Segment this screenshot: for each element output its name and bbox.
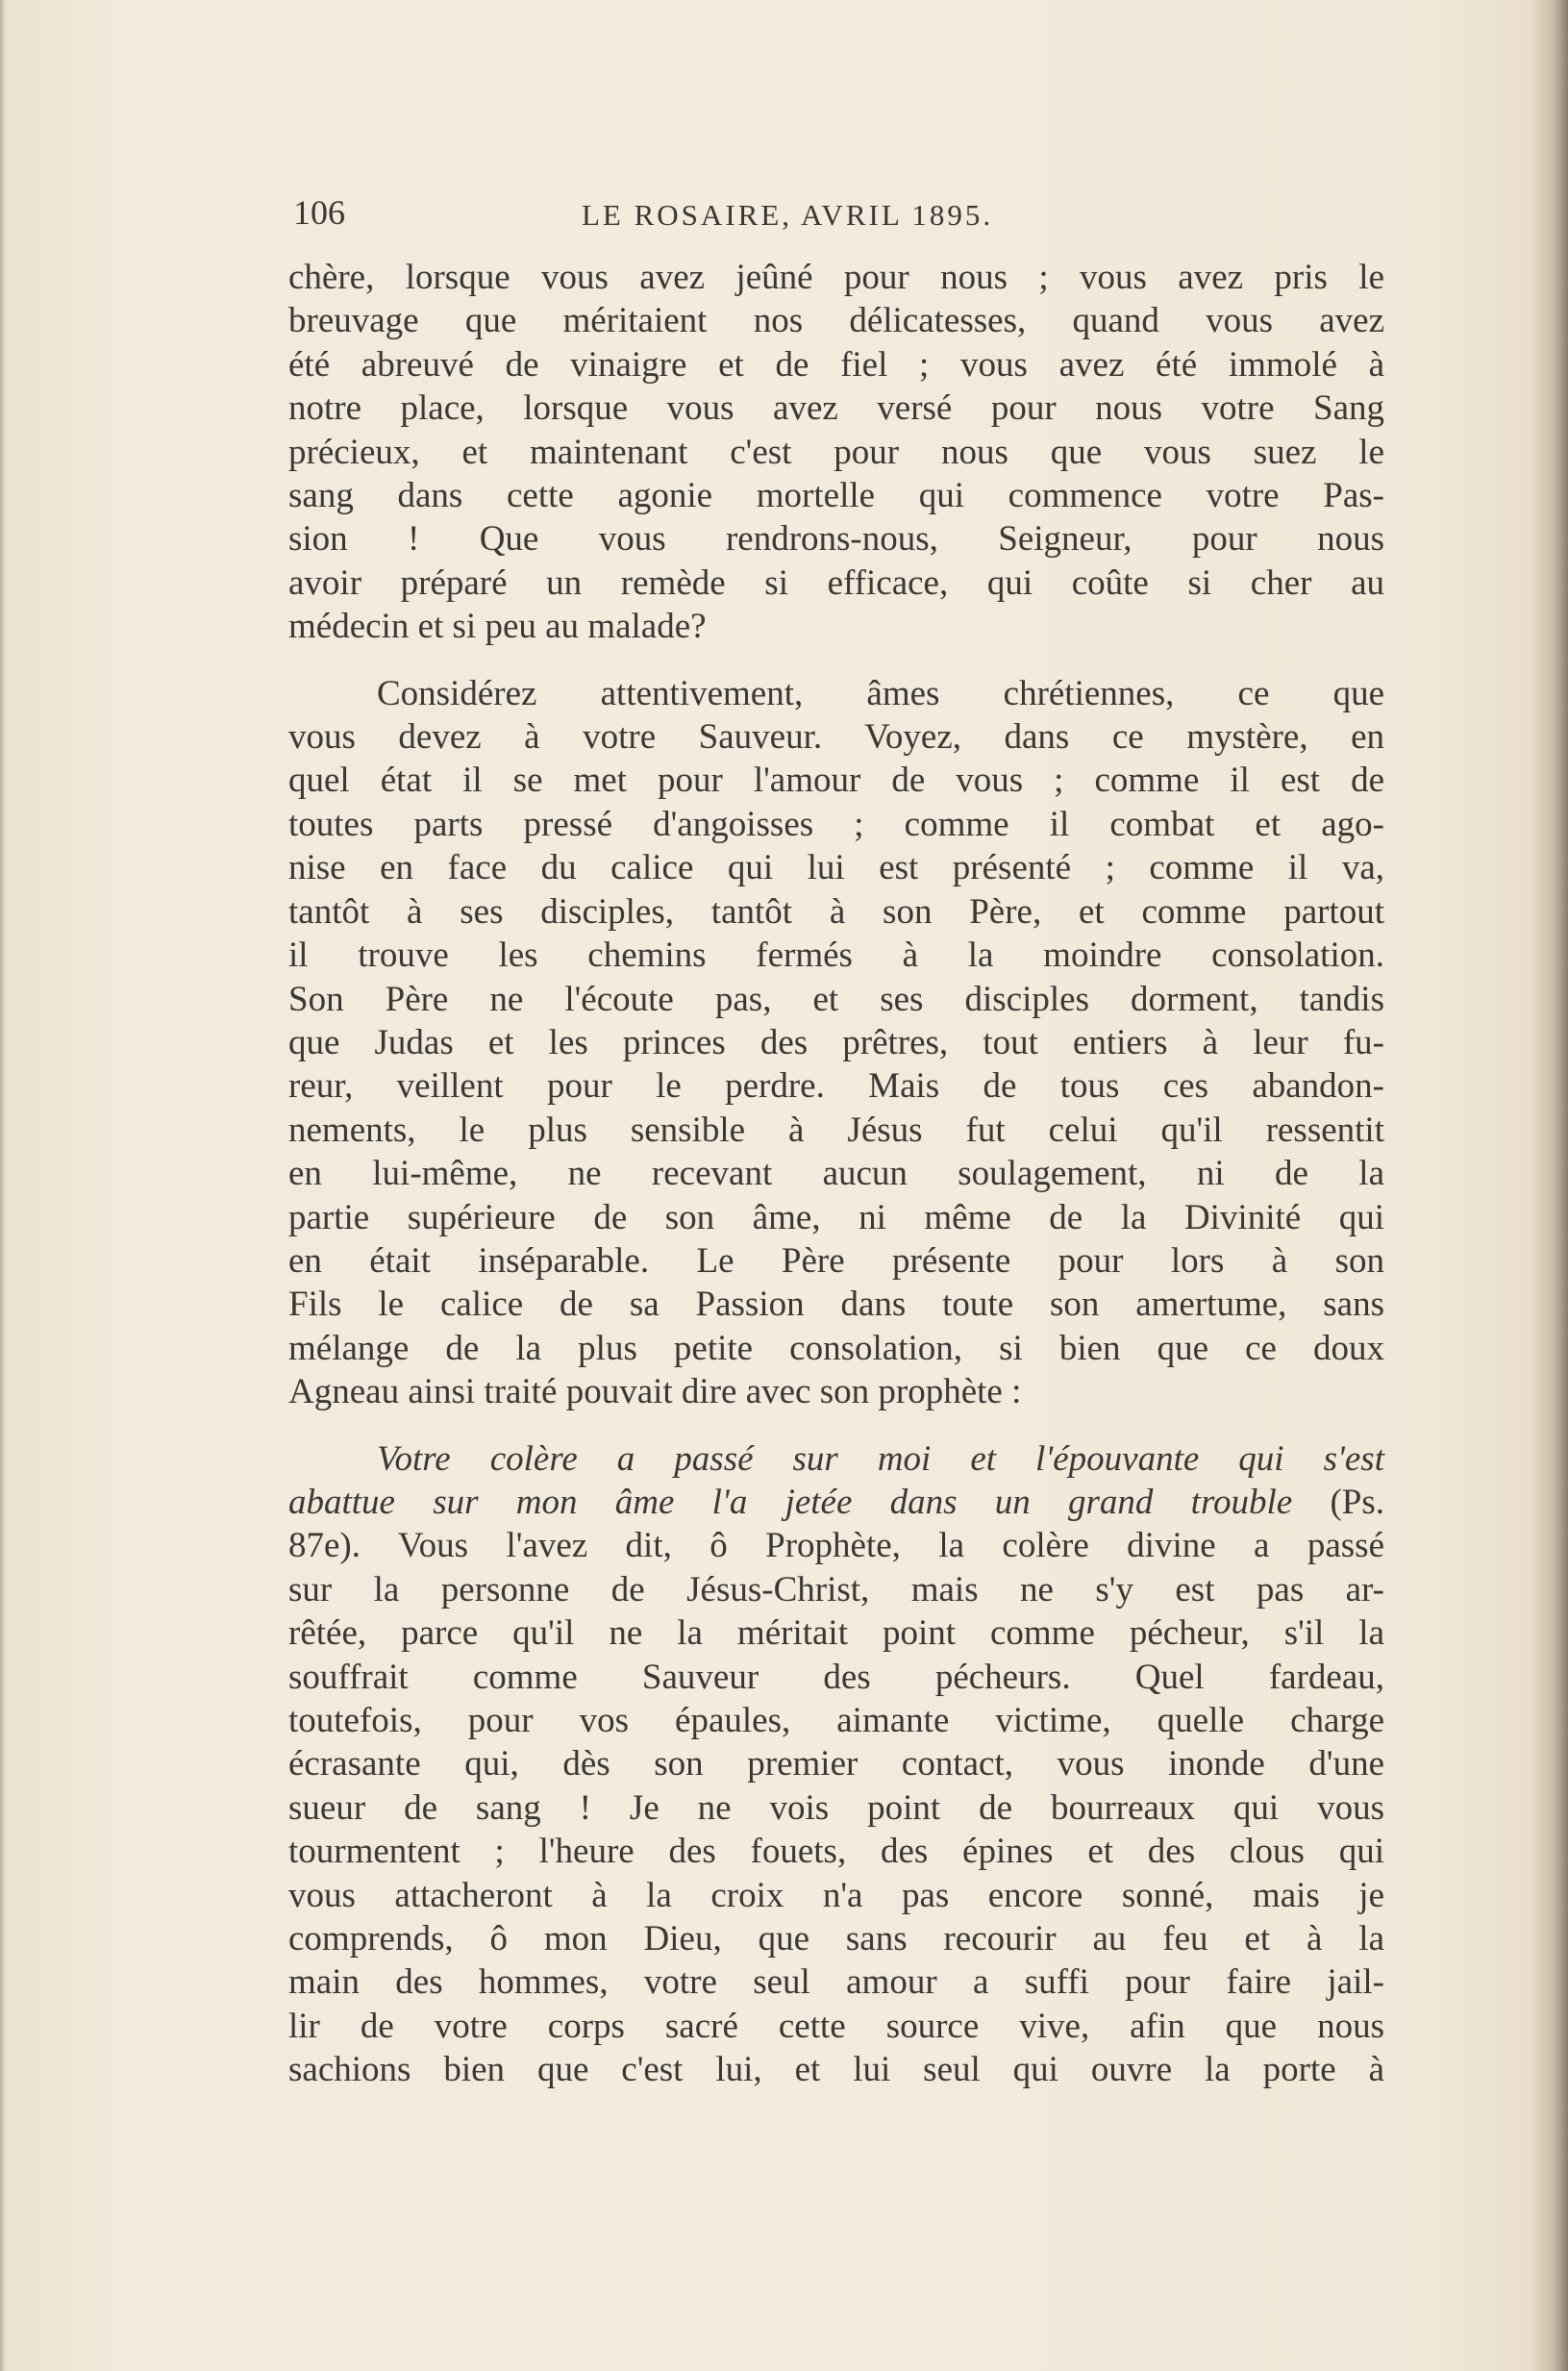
paragraph-1 bbox=[288, 256, 1384, 649]
text-line: tantôt à ses disciples, tantôt à son Père, et comme partout bbox=[288, 891, 1384, 932]
text-line: vous devez à votre Sauveur. Voyez, dans ce mystère, en bbox=[288, 717, 1384, 758]
text-line: toutefois, pour vos épaules, aimante victime, quelle charge bbox=[288, 1701, 1384, 1740]
verse-reference: (Ps. bbox=[1292, 1482, 1384, 1522]
text-line: Considérez attentivement, âmes chrétiennes, ce que bbox=[377, 673, 1384, 713]
text-line: reur, veillent pour le perdre. Mais de tous ces abandon- bbox=[288, 1066, 1384, 1107]
text-line: sion ! Que vous rendrons-nous, Seigneur, pour nous bbox=[288, 519, 1384, 560]
text-line: sang dans cette agonie mortelle qui commence votre Pas- bbox=[288, 476, 1384, 516]
text-line: en lui-même, ne recevant aucun soulagement, ni de la bbox=[288, 1154, 1384, 1194]
text-line: Son Père ne l'écoute pas, et ses disciples dorment, tandis bbox=[288, 979, 1384, 1019]
text-line: écrasante qui, dès son premier contact, vous inonde d'une bbox=[288, 1744, 1384, 1784]
text-line: nise en face du calice qui lui est présenté ; comme il va, bbox=[288, 848, 1384, 888]
text-line: notre place, lorsque vous avez versé pour nous votre Sang bbox=[288, 388, 1384, 429]
text-line: main des hommes, votre seul amour a suffi pour faire jail- bbox=[288, 1962, 1384, 2003]
quoted-verse-line bbox=[288, 1481, 1384, 1524]
text-line: chère, lorsque vous avez jeûné pour nous ; vous avez pris le bbox=[288, 258, 1384, 297]
page-left-edge bbox=[0, 0, 6, 2371]
paragraph-gap bbox=[288, 1414, 1384, 1437]
text-line: nements, le plus sensible à Jésus fut celui qu'il ressentit bbox=[288, 1110, 1384, 1150]
quoted-verse-text: abattue sur mon âme l'a jetée dans un grand trouble bbox=[288, 1482, 1293, 1522]
text-line: comprends, ô mon Dieu, que sans recourir au feu et à la bbox=[288, 1919, 1384, 1959]
page-spine-shadow bbox=[1530, 0, 1568, 2371]
text-line: sueur de sang ! Je ne vois point de bourreaux qui vous bbox=[288, 1787, 1384, 1828]
text-line: partie supérieure de son âme, ni même de la Divinité qui bbox=[288, 1197, 1384, 1237]
text-line: vous attacheront à la croix n'a pas encore sonné, mais je bbox=[288, 1875, 1384, 1915]
text-line: mélange de la plus petite consolation, si bien que ce doux bbox=[288, 1328, 1384, 1368]
page-header bbox=[293, 192, 1389, 240]
text-line: que Judas et les princes des prêtres, tout entiers à leur fu- bbox=[288, 1022, 1384, 1062]
text-line: toutes parts pressé d'angoisses ; comme il combat et ago- bbox=[288, 804, 1384, 844]
text-line: tourmentent ; l'heure des fouets, des épines et des clous qui bbox=[288, 1832, 1384, 1872]
text-line: médecin et si peu au malade? bbox=[288, 607, 707, 647]
text-line: précieux, et maintenant c'est pour nous que vous suez le bbox=[288, 432, 1384, 472]
quoted-verse-line: Votre colère a passé sur moi et l'épouvante qui s'est bbox=[377, 1438, 1384, 1479]
paragraph-2 bbox=[288, 672, 1384, 1414]
text-line: en était inséparable. Le Père présente pour lors à son bbox=[288, 1240, 1384, 1281]
text-line: avoir préparé un remède si efficace, qui coûte si cher au bbox=[288, 562, 1384, 603]
text-line: quel état il se met pour l'amour de vous ; comme il est de bbox=[288, 761, 1384, 801]
text-line: sachions bien que c'est lui, et lui seul qui ouvre la porte à bbox=[288, 2050, 1384, 2090]
text-line: sur la personne de Jésus-Christ, mais ne s'y est pas ar- bbox=[288, 1569, 1384, 1610]
text-line: rêtée, parce qu'il ne la méritait point comme pécheur, s'il la bbox=[288, 1613, 1384, 1654]
text-line: été abreuvé de vinaigre et de fiel ; vous avez été immolé à bbox=[288, 344, 1384, 385]
paragraph-3 bbox=[288, 1437, 1384, 2092]
text-line: il trouve les chemins fermés à la moindre consolation. bbox=[288, 936, 1384, 976]
text-line: Fils le calice de sa Passion dans toute son amertume, sans bbox=[288, 1285, 1384, 1325]
text-line: 87e). Vous l'avez dit, ô Prophète, la colère divine a passé bbox=[288, 1526, 1384, 1566]
text-line: Agneau ainsi traité pouvait dire avec son prophète : bbox=[288, 1372, 1022, 1412]
running-head: LE ROSAIRE, AVRIL 1895. bbox=[582, 198, 994, 232]
text-line: souffrait comme Sauveur des pécheurs. Quel fardeau, bbox=[288, 1657, 1384, 1697]
paragraph-gap bbox=[288, 649, 1384, 672]
text-line: lir de votre corps sacré cette source vive, afin que nous bbox=[288, 2006, 1384, 2046]
body-text bbox=[288, 256, 1384, 2092]
text-line: breuvage que méritaient nos délicatesses, quand vous avez bbox=[288, 301, 1384, 341]
page-number: 106 bbox=[293, 193, 345, 232]
